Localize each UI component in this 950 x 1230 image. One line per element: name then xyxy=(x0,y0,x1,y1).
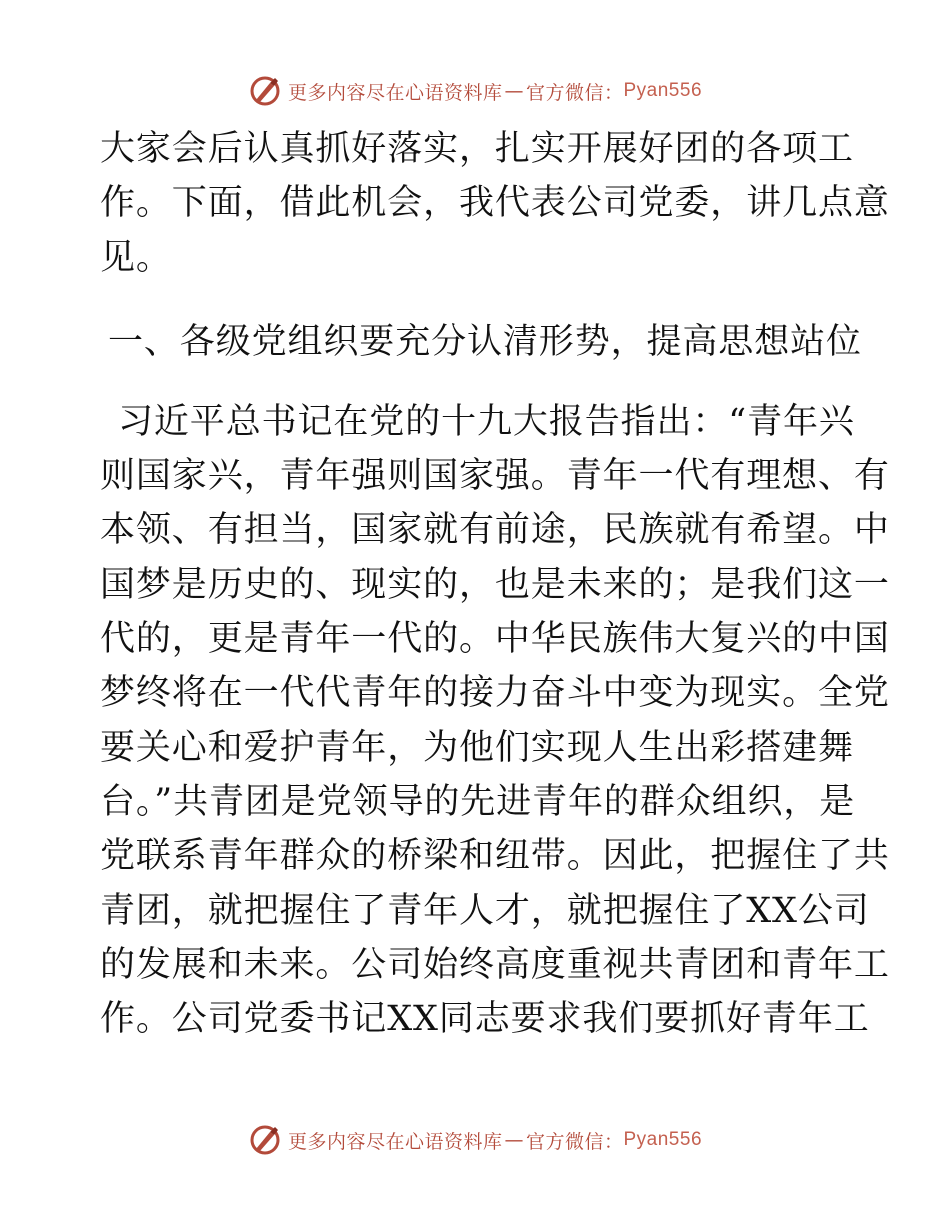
text-line: 要关心和爱护青年，为他们实现人生出彩搭建舞 xyxy=(100,727,854,768)
section-heading: 一、各级党组织要充分认清形势，提高思想站位 xyxy=(108,321,862,362)
text-line: 本领、有担当，国家就有前途，民族就有希望。中 xyxy=(100,510,890,551)
spacer xyxy=(100,285,845,315)
watermark-wechat-id: Pyan556 xyxy=(623,1129,703,1150)
text-line: 见。 xyxy=(100,237,172,278)
header-watermark xyxy=(0,71,950,111)
text-line: 青团，就把握住了青年人才，就把握住了XX公司 xyxy=(100,890,870,931)
text-line: 代的，更是青年一代的。中华民族伟大复兴的中国 xyxy=(100,619,890,660)
footer-watermark xyxy=(0,1120,950,1160)
text-line: 作。下面，借此机会，我代表公司党委，讲几点意 xyxy=(100,183,890,224)
pen-logo-icon xyxy=(248,74,282,108)
pen-logo-icon xyxy=(248,1123,282,1157)
watermark-wechat-id: Pyan556 xyxy=(623,80,703,101)
text-line: 的发展和未来。公司始终高度重视共青团和青年工 xyxy=(100,944,890,985)
document-body xyxy=(100,122,890,1046)
watermark-wechat-label: 官方微信： xyxy=(525,1130,624,1153)
text-line: 则国家兴，青年强则国家强。青年一代有理想、有 xyxy=(100,456,890,497)
text-line: 梦终将在一代代青年的接力奋斗中变为现实。全党 xyxy=(100,673,890,714)
watermark-main-text: 更多内容尽在心语资料库 xyxy=(287,1130,503,1153)
watermark-separator: — xyxy=(504,80,524,102)
paragraph-quote xyxy=(100,395,890,1047)
paragraph-intro xyxy=(100,122,890,285)
text-line: 台。”共青团是党领导的先进青年的群众组织，是 xyxy=(100,781,856,822)
text-line: 大家会后认真抓好落实，扎实开展好团的各项工 xyxy=(100,129,854,169)
spacer xyxy=(100,369,845,395)
text-line: 国梦是历史的、现实的，也是未来的；是我们这一 xyxy=(100,564,890,605)
text-line: 作。公司党委书记XX同志要求我们要抓好青年工 xyxy=(100,999,870,1040)
watermark-main-text: 更多内容尽在心语资料库 xyxy=(287,81,503,104)
watermark-wechat-label: 官方微信： xyxy=(525,81,624,104)
watermark-separator: — xyxy=(504,1129,524,1151)
text-line: 党联系青年群众的桥梁和纽带。因此，把握住了共 xyxy=(100,836,890,877)
text-line: 习近平总书记在党的十九大报告指出：“青年兴 xyxy=(118,401,855,442)
